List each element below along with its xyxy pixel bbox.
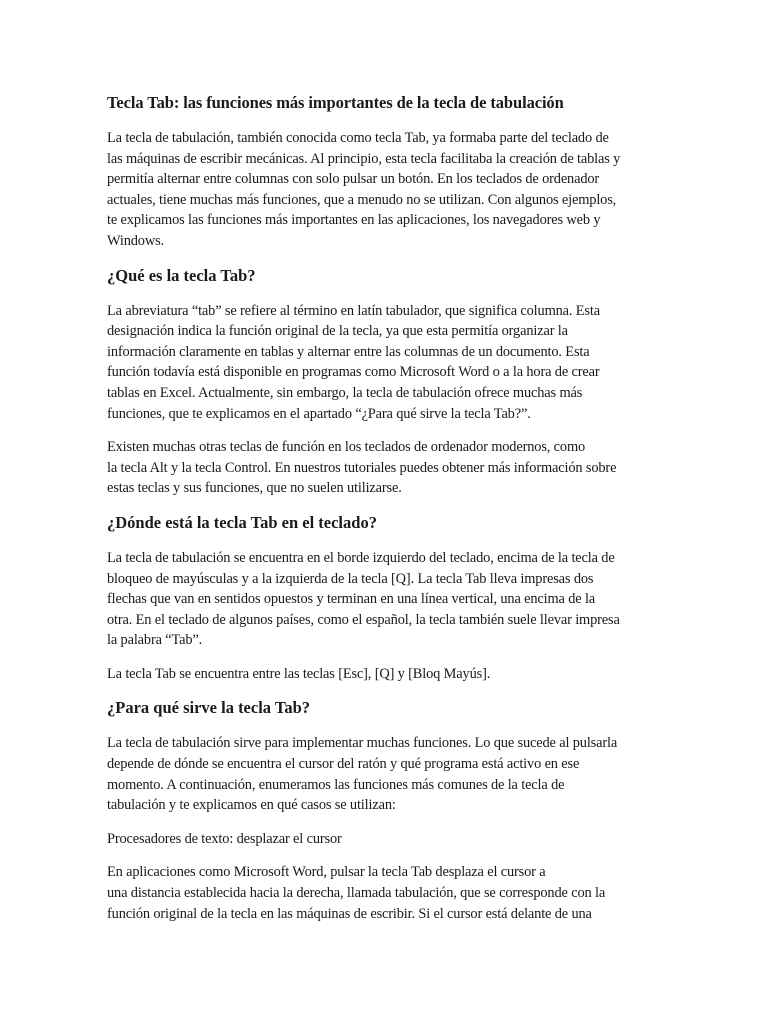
document-title: Tecla Tab: las funciones más importantes de la tecla de tabulación	[107, 93, 564, 112]
text-line: Windows.	[107, 232, 164, 249]
what-for-paragraph-2	[107, 862, 667, 924]
what-is-paragraph-1	[107, 301, 667, 425]
text-line: función original de la tecla en las máquinas de escribir. Si el cursor está delante de una	[107, 905, 592, 922]
text-line: información claramente en tablas y alternar entre las columnas de un documento. Esta	[107, 343, 590, 360]
what-is-paragraph-2	[107, 437, 667, 499]
text-line: función todavía está disponible en programas como Microsoft Word o a la hora de crear	[107, 364, 600, 381]
text-line: la palabra “Tab”.	[107, 632, 203, 649]
document-page	[107, 92, 667, 937]
text-line: designación indica la función original de la tecla, ya que esta permitía organizar la	[107, 323, 568, 340]
intro-paragraph	[107, 128, 667, 252]
text-line: La tecla de tabulación sirve para implementar muchas funciones. Lo que sucede al pulsarla	[107, 735, 618, 752]
what-for-subheading	[107, 829, 667, 850]
text-line: flechas que van en sentidos opuestos y terminan en una línea vertical, una encima de la	[107, 591, 596, 608]
text-line: tabulación y te explicamos en qué casos se utilizan:	[107, 797, 396, 814]
text-line: La tecla de tabulación se encuentra en el borde izquierdo del teclado, encima de la tecla de	[107, 549, 615, 566]
text-line: actuales, tiene muchas más funciones, que a menudo no se utilizan. Con algunos ejemplos,	[107, 191, 617, 208]
text-line: tablas en Excel. Actualmente, sin embargo, la tecla de tabulación ofrece muchas más	[107, 384, 583, 401]
text-line: La tecla Tab se encuentra entre las teclas [Esc], [Q] y [Bloq Mayús].	[107, 665, 491, 682]
text-line: una distancia establecida hacia la derecha, llamada tabulación, que se corresponde con la	[107, 885, 606, 902]
text-line: momento. A continuación, enumeramos las funciones más comunes de la tecla de	[107, 776, 565, 793]
text-line: La tecla de tabulación, también conocida como tecla Tab, ya formaba parte del teclado de	[107, 130, 609, 146]
section-heading-where-is: ¿Dónde está la tecla Tab en el teclado?	[107, 512, 377, 532]
text-line: te explicamos las funciones más importantes en las aplicaciones, los navegadores web y	[107, 212, 601, 229]
section-heading-what-for: ¿Para qué sirve la tecla Tab?	[107, 698, 311, 718]
where-is-paragraph-2	[107, 664, 667, 685]
text-line: La abreviatura “tab” se refiere al término en latín tabulador, que significa columna. Esta	[107, 302, 600, 319]
where-is-paragraph-1	[107, 548, 667, 651]
text-line: la tecla Alt y la tecla Control. En nuestros tutoriales puedes obtener más información sobre	[107, 459, 617, 476]
text-line: Existen muchas otras teclas de función en los teclados de ordenador modernos, como	[107, 439, 586, 456]
text-line: depende de dónde se encuentra el cursor del ratón y qué programa está activo en ese	[107, 756, 580, 773]
text-line: las máquinas de escribir mecánicas. Al principio, esta tecla facilitaba la creación de tablas y	[107, 150, 621, 167]
section-heading-what-is: ¿Qué es la tecla Tab?	[107, 265, 256, 285]
text-line: Procesadores de texto: desplazar el cursor	[107, 830, 342, 847]
text-line: En aplicaciones como Microsoft Word, pulsar la tecla Tab desplaza el cursor a	[107, 864, 546, 881]
text-line: otra. En el teclado de algunos países, como el español, la tecla también suele llevar impresa	[107, 611, 620, 628]
text-line: estas teclas y sus funciones, que no suelen utilizarse.	[107, 480, 402, 497]
text-line: funciones, que te explicamos en el apartado “¿Para qué sirve la tecla Tab?”.	[107, 405, 531, 422]
what-for-paragraph-1	[107, 733, 667, 815]
text-line: permitía alternar entre columnas con solo pulsar un botón. En los teclados de ordenador	[107, 171, 600, 188]
text-line: bloqueo de mayúsculas y a la izquierda de la tecla [Q]. La tecla Tab lleva impresas dos	[107, 570, 594, 587]
